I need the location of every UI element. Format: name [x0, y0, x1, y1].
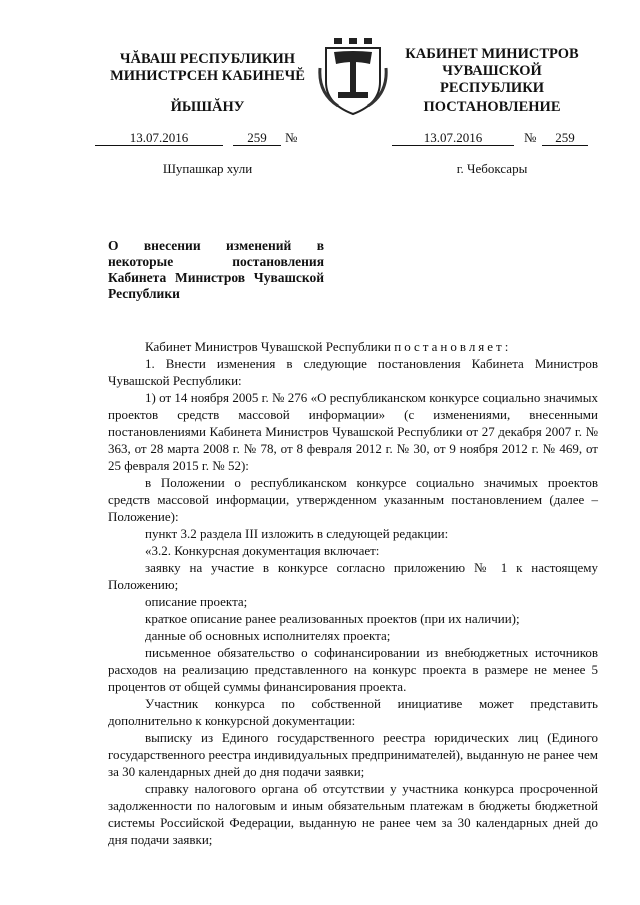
paragraph: «3.2. Конкурсная документация включает:: [145, 543, 380, 558]
tree-trunk: [350, 62, 356, 92]
issuer-name-russian: [392, 46, 592, 97]
number-sign-right: №: [524, 130, 537, 145]
paragraph: пункт 3.2 раздела III изложить в следующей редакции:: [145, 526, 449, 541]
intro-start: Кабинет Министров Чувашской Республики: [145, 339, 391, 354]
paragraph: выписку из Единого государственного реестра юридических лиц (Единого государственного реестра индивидуальных предпринимателей), выданную не ранее чем за 30 календарных дней до дня подачи заявки;: [108, 730, 598, 779]
date-number-left: [95, 130, 320, 146]
paragraph: описание проекта;: [145, 594, 248, 609]
paragraph: краткое описание ранее реализованных проектов (при их наличии);: [145, 611, 520, 626]
coat-of-arms-emblem: [318, 38, 388, 118]
date-left: 13.07.2016: [95, 130, 223, 146]
issuer-line-2-ru: ЧУВАШСКОЙ РЕСПУБЛИКИ: [439, 63, 545, 96]
issuer-name-chuvash: [95, 51, 320, 85]
document-body: [108, 338, 598, 848]
date-number-right: [392, 130, 602, 146]
paragraph: письменное обязательство о софинансировании из внебюджетных источников расходов на реализацию представленного на конкурс проекта в размере не менее 5 процентов от общей суммы финансирования проекта.: [108, 645, 598, 694]
date-right: 13.07.2016: [392, 130, 514, 146]
paragraph: заявку на участие в конкурсе согласно приложению № 1 к настоящему Положению;: [108, 560, 598, 592]
place-russian: г. Чебоксары: [456, 161, 528, 176]
crown-left: [334, 38, 342, 44]
doc-type-russian: ПОСТАНОВЛЕНИЕ: [423, 99, 561, 115]
doc-type-chuvash: ЙЫШĂНУ: [170, 99, 245, 115]
number-right: 259: [542, 130, 588, 146]
issuer-line-2: МИНИСТРСЕН КАБИНЕЧĔ: [110, 68, 305, 84]
issuer-line-1-ru: КАБИНЕТ МИНИСТРОВ: [405, 46, 579, 62]
issuer-line-1: ЧĂВАШ РЕСПУБЛИКИН: [119, 51, 296, 67]
number-left: 259: [233, 130, 281, 146]
paragraph: Участник конкурса по собственной инициативе может представить дополнительно к конкурсной документации:: [108, 696, 598, 728]
document-title: О внесении изменений в некоторые постановления Кабинета Министров Чувашской Республики: [108, 238, 324, 301]
paragraph: в Положении о республиканском конкурсе социально значимых проектов средств массовой информации, утвержденном указанным постановлением (далее – Положение):: [108, 475, 598, 524]
paragraph: данные об основных исполнителях проекта;: [145, 628, 391, 643]
crown-center: [349, 38, 357, 44]
place-chuvash: Шупашкар хули: [162, 161, 253, 176]
paragraph: 1. Внести изменения в следующие постановления Кабинета Министров Чувашской Республики:: [108, 356, 598, 388]
paragraph: справку налогового органа об отсутствии у участника конкурса просроченной задолженности по налоговым и иным обязательным платежам в бюджеты бюджетной системы Российской Федерации, выданную не ранее чем за 30 календарных дней до дня подачи заявки;: [108, 781, 598, 847]
crown-right: [364, 38, 372, 44]
emblem-base: [338, 92, 368, 98]
intro-verb: постановляет:: [394, 339, 512, 354]
number-sign-left: №: [285, 130, 298, 145]
intro-paragraph: [108, 338, 598, 355]
paragraph: 1) от 14 ноября 2005 г. № 276 «О республиканском конкурсе социально значимых проектов средств массовой информации» (с изменениями, внесенными постановлениями Кабинета Министров Чувашской Республики от 27 декабря 2007 г. № 363, от 28 марта 2008 г. № 78, от 8 февраля 2012 г. № 30, от 9 ноября 2012 г. № 469, от 25 февраля 2015 г. № 52):: [108, 390, 598, 473]
